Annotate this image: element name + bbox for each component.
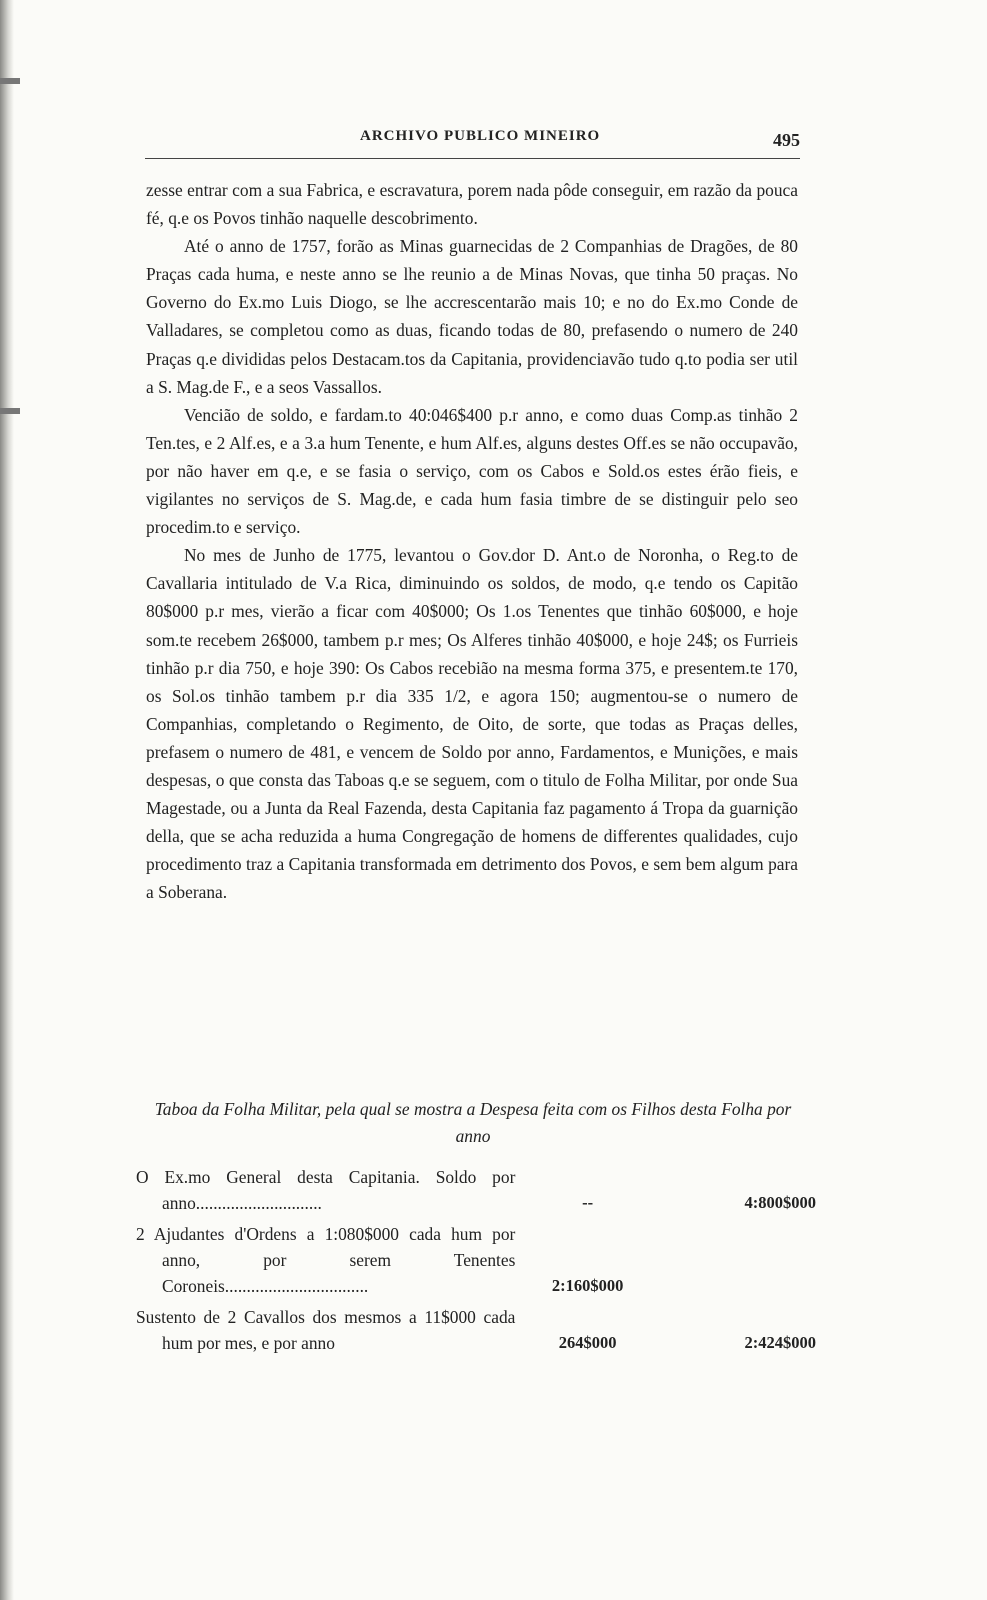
expense-row	[136, 1221, 816, 1299]
binding-mark	[0, 78, 20, 84]
paragraph: No mes de Junho de 1775, levantou o Gov.dor D. Ant.o de Noronha, o Reg.to de Cavallaria intitulado de V.a Rica, diminuindo os soldos, de modo, q.e tendo os Capitão 80$000 p.r mes, vierão a ficar com 40$000; Os 1.os Tenentes que tinhão 60$000, e hoje som.te recebem 26$000, tambem p.r mes; Os Alferes tinhão 40$000, e hoje 24$; os Furrieis tinhão p.r dia 750, e hoje 390: Os Cabos recebião na mesma forma 375, e presentem.te 170, os Sol.os tinhão tambem p.r dia 335 1/2, e agora 150; augmentou-se o numero de Companhias, completando o Regimento, de Oito, de sorte, que todas as Praças delles, prefasem o numero de 481, e vencem de Soldo por anno, Fardamentos, e Munições, e mais despesas, o que consta das Taboas q.e se seguem, com o titulo de Folha Militar, por onde Sua Magestade, ou a Junta da Real Fazenda, desta Capitania faz pagamento á Tropa da guarnição della, que se acha reduzida a huma Congregação de homens de differentes qualidades, cujo procedimento traz a Capitania transformada em detrimento dos Povos, e sem bem algum para a Soberana.	[146, 545, 798, 903]
page-binding-edge	[0, 0, 14, 1600]
paragraph: Vencião de soldo, e fardam.to 40:046$400 p.r anno, e como duas Comp.as tinhão 2 Ten.tes, e 2 Alf.es, e a 3.a hum Tenente, e hum Alf.es, alguns destes Off.es se não occupavão, por não haver em q.e, e se fasia o serviço, com os Cabos e Sold.os estes érão fieis, e vigilantes no serviços de S. Mag.de, e cada hum fasia timbre de se distinguir pelo seo procedim.to e serviço.	[146, 404, 798, 538]
running-title: ARCHIVO PUBLICO MINEIRO	[360, 128, 601, 144]
expense-description: 2 Ajudantes d'Ordens a 1:080$000 cada hum por anno, por serem Tenentes Coroneis.................................	[136, 1224, 516, 1296]
expense-total-amount: 4:800$000	[744, 1193, 816, 1212]
binding-mark	[0, 408, 20, 414]
expense-row	[136, 1304, 816, 1356]
expense-partial-amount: 2:160$000	[551, 1276, 624, 1295]
expense-partial-amount: 264$000	[558, 1333, 617, 1352]
expense-table	[136, 1164, 816, 1361]
table-caption: Taboa da Folha Militar, pela qual se mostra a Despesa feita com os Filhos desta Folha por anno	[154, 1099, 792, 1146]
body-text	[146, 176, 798, 906]
paragraph: zesse entrar com a sua Fabrica, e escravatura, porem nada pôde conseguir, em razão da pouca fé, q.e os Povos tinhão naquelle descobrimento.	[146, 180, 798, 229]
expense-description: O Ex.mo General desta Capitania. Soldo por anno.............................	[136, 1167, 516, 1213]
expense-total-amount: 2:424$000	[744, 1333, 816, 1352]
expense-description: Sustento de 2 Cavallos dos mesmos a 11$000 cada hum por mes, e por anno	[136, 1307, 516, 1353]
page-header	[140, 122, 800, 162]
expense-row	[136, 1164, 816, 1216]
expense-partial-amount: --	[582, 1193, 594, 1212]
paragraph: Até o anno de 1757, forão as Minas guarnecidas de 2 Companhias de Dragões, de 80 Praças cada huma, e neste anno se lhe reunio a de Minas Novas, que tinha 50 praças. No Governo do Ex.mo Luis Diogo, se lhe accrescentarão mais 10; e no do Ex.mo Conde de Valladares, se completou como as duas, ficando todas de 80, prefasendo o numero de 240 Praças q.e divididas pelos Destacam.tos da Capitania, providenciavão tudo q.to podia ser util a S. Mag.de F., e a seos Vassallos.	[146, 236, 798, 397]
page-number: 495	[773, 130, 800, 150]
header-rule	[145, 158, 800, 159]
